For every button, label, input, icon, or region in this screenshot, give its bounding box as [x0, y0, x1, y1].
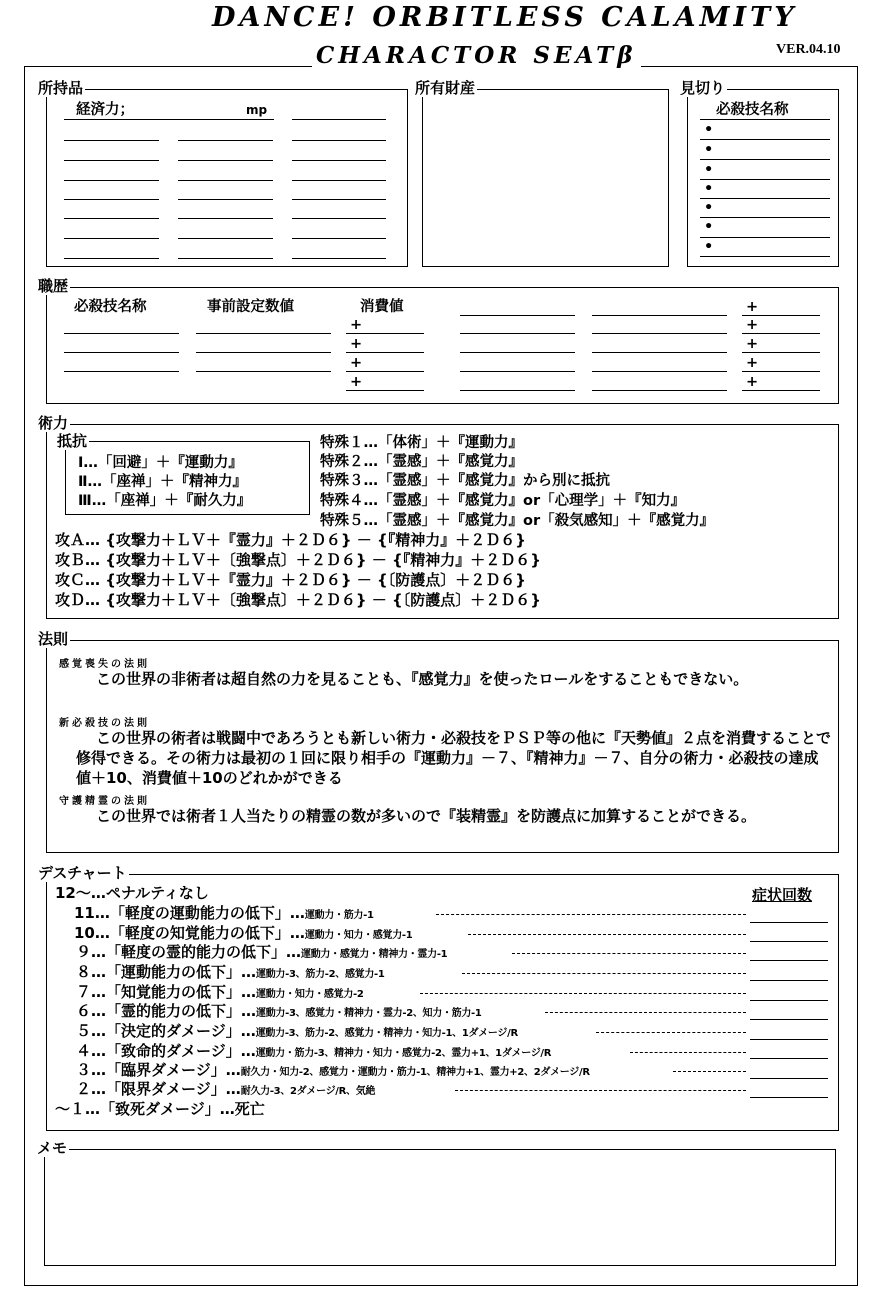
row-name: 「致死ダメージ」…	[100, 1100, 235, 1118]
row-name: 「軽度の運動能力の低下」…	[109, 904, 305, 922]
special-line: 特殊５…「霊感」＋『感覚力』or「殺気感知」＋『感覚力』	[320, 513, 715, 529]
item-line[interactable]	[64, 140, 159, 141]
row-number: ８…	[76, 963, 107, 981]
rule-title: 感覚喪失の法則	[59, 659, 150, 670]
career-line[interactable]	[64, 371, 179, 372]
row-name: 「決定的ダメージ」…	[106, 1022, 256, 1040]
attack-formula: 攻Ａ… {攻撃力＋ＬＶ＋『霊力』＋２Ｄ６} － {『精神力』＋２Ｄ６}	[55, 531, 526, 549]
leader-dashes	[468, 934, 746, 935]
rule-text: この世界の非術者は超自然の力を見ることも、『感覚力』を使ったロールをすることもできない。	[96, 670, 749, 688]
bullet: •	[704, 162, 714, 178]
jutsuryoku-label: 術力	[38, 414, 69, 432]
item-line[interactable]	[178, 180, 273, 181]
career-line[interactable]	[592, 333, 727, 334]
item-line[interactable]	[178, 199, 273, 200]
special-line: 特殊１…「体術」＋『運動力』	[320, 435, 523, 451]
death-chart-row	[76, 1022, 518, 1041]
career-col-preset: 事前設定数値	[207, 299, 294, 315]
plus-sign: +	[350, 317, 363, 333]
mikiri-header: 必殺技名称	[716, 102, 789, 118]
plus-sign: +	[350, 355, 363, 371]
row-effect: 運動力-3、筋力-2、感覚力-1	[256, 969, 385, 980]
rule-text: この世界では術者１人当たりの精霊の数が多いので『装精霊』を防護点に加算することができる。	[96, 807, 757, 825]
career-line[interactable]	[592, 352, 727, 353]
item-line[interactable]	[292, 160, 386, 161]
leader-dashes	[436, 914, 746, 915]
attack-formula: 攻Ｃ… {攻撃力＋ＬＶ＋『霊力』＋２Ｄ６} － {〔防護点〕＋２Ｄ６}	[55, 571, 526, 589]
symptom-count-line[interactable]	[750, 1019, 828, 1020]
memo-box[interactable]	[44, 1149, 836, 1266]
bullet: •	[704, 239, 714, 255]
career-line[interactable]	[592, 371, 727, 372]
row-name: 「軽度の知覚能力の低下」…	[109, 924, 305, 942]
rule-text: この世界の術者は戦闘中であろうとも新しい術力・必殺技をＰＳＰ等の他に『天勢値』２点を消費することで修得できる。その術力は最初の１回に限り相手の『運動力』－７、『精神力』－７、自分の術力・必殺技の達成値＋10、消費値＋10のどれかができる	[76, 729, 832, 787]
career-line[interactable]	[64, 352, 179, 353]
resist-line: Ⅰ…「回避」＋『運動力』	[78, 455, 243, 471]
row-effect: 運動力・知力・感覚力-2	[256, 989, 364, 1000]
plus-sign: +	[746, 317, 759, 333]
property-box[interactable]	[422, 89, 669, 267]
leader-dashes	[673, 1071, 746, 1072]
item-line[interactable]	[292, 258, 386, 259]
death-chart-row	[76, 983, 364, 1002]
death-chart-row	[76, 963, 385, 982]
row-effect: 運動力・知力・感覚力-1	[304, 930, 413, 941]
career-line[interactable]	[460, 352, 575, 353]
item-line[interactable]	[64, 258, 159, 259]
leader-dashes	[462, 973, 746, 974]
item-line[interactable]	[64, 180, 159, 181]
row-number: ～１…	[55, 1100, 101, 1118]
leader-dashes	[630, 1052, 746, 1053]
attack-formula: 攻Ｂ… {攻撃力＋ＬＶ＋〔強撃点〕＋２Ｄ６} － {『精神力』＋２Ｄ６}	[55, 551, 541, 569]
mp-label: mp	[246, 103, 268, 117]
symptom-count-line[interactable]	[750, 922, 828, 923]
career-line[interactable]	[346, 352, 424, 353]
mikiri-line[interactable]	[700, 256, 830, 257]
row-effect: 運動力-3、筋力-2、感覚力・精神力・知力-1、1ダメージ/R	[255, 1028, 518, 1039]
row-effect: 運動力・筋力-3、精神力・知力・感覚力-2、霊力+1、1ダメージ/R	[255, 1048, 552, 1059]
row-number: ３…	[76, 1061, 107, 1079]
career-box	[46, 287, 839, 404]
career-line[interactable]	[592, 390, 727, 391]
leader-dashes	[420, 993, 746, 994]
item-line[interactable]	[292, 218, 386, 219]
property-label: 所有財産	[415, 79, 476, 97]
special-line: 特殊３…「霊感」＋『感覚力』から別に抵抗	[320, 473, 610, 489]
item-line[interactable]	[178, 258, 273, 259]
symptom-count-line[interactable]	[750, 1039, 828, 1040]
plus-sign: +	[746, 299, 759, 315]
career-col-cost: 消費値	[360, 299, 404, 315]
death-chart-label: デスチャート	[38, 864, 127, 882]
career-line[interactable]	[460, 371, 575, 372]
mikiri-line[interactable]	[700, 198, 830, 199]
item-line[interactable]	[178, 160, 273, 161]
death-chart-row	[76, 943, 447, 962]
plus-sign: +	[746, 336, 759, 352]
item-line[interactable]	[292, 180, 386, 181]
row-effect: 死亡	[234, 1100, 265, 1118]
career-line[interactable]	[460, 333, 575, 334]
career-line[interactable]	[196, 333, 331, 334]
symptom-count-line[interactable]	[750, 1078, 828, 1079]
money-label: 経済力；	[76, 102, 134, 118]
career-line[interactable]	[742, 352, 820, 353]
item-line[interactable]	[292, 199, 386, 200]
mikiri-line[interactable]	[700, 217, 830, 218]
death-chart-row	[76, 1080, 375, 1099]
row-name: 「臨界ダメージ」…	[106, 1061, 241, 1079]
row-number: ４…	[76, 1042, 107, 1060]
attack-formula: 攻Ｄ… {攻撃力＋ＬＶ＋〔強撃点〕＋２Ｄ６} － {〔防護点〕＋２Ｄ６}	[55, 591, 541, 609]
item-line[interactable]	[178, 218, 273, 219]
mp-line[interactable]	[292, 119, 386, 120]
row-number: 12～…	[55, 884, 106, 902]
death-chart-row	[55, 884, 209, 903]
row-effect: 運動力・筋力-1	[304, 910, 374, 921]
sheet-title: DANCE! ORBITLESS CALAMITY	[212, 2, 798, 33]
item-line[interactable]	[64, 199, 159, 200]
career-line[interactable]	[196, 352, 331, 353]
symptom-count-line[interactable]	[750, 941, 828, 942]
mikiri-line[interactable]	[700, 139, 830, 140]
row-name: 「霊的能力の低下」…	[106, 1002, 257, 1020]
row-name: 「軽度の霊的能力の低下」…	[106, 943, 302, 961]
career-line[interactable]	[196, 371, 331, 372]
special-line: 特殊４…「霊感」＋『感覚力』or「心理学」＋『知力』	[320, 493, 686, 509]
resist-line: Ⅲ…「座禅」＋『耐久力』	[78, 493, 252, 509]
death-chart-row	[76, 1042, 551, 1061]
death-chart-row	[55, 1100, 265, 1119]
symptom-count-line[interactable]	[750, 1000, 828, 1001]
memo-label: メモ	[37, 1139, 68, 1157]
mikiri-header-line	[700, 119, 830, 120]
symptom-count-header: 症状回数	[752, 886, 813, 904]
rule-title: 新必殺技の法則	[59, 718, 150, 729]
row-name: 「知覚能力の低下」…	[106, 983, 257, 1001]
row-name: 「運動能力の低下」…	[106, 963, 257, 981]
bullet: •	[704, 219, 714, 235]
bullet: •	[704, 200, 714, 216]
bullet: •	[704, 122, 714, 138]
death-chart-row	[74, 904, 374, 923]
mikiri-line[interactable]	[700, 237, 830, 238]
mikiri-line[interactable]	[700, 159, 830, 160]
row-name: 「限界ダメージ」…	[106, 1080, 241, 1098]
career-line[interactable]	[346, 390, 424, 391]
item-line[interactable]	[292, 140, 386, 141]
symptom-count-line[interactable]	[750, 1097, 828, 1098]
leader-dashes	[512, 953, 746, 954]
symptom-count-line[interactable]	[750, 960, 828, 961]
row-number: ２…	[76, 1080, 107, 1098]
career-line[interactable]	[346, 333, 424, 334]
leader-dashes	[545, 1012, 746, 1013]
rule-title: 守護精霊の法則	[59, 796, 150, 807]
mikiri-line[interactable]	[700, 179, 830, 180]
special-line: 特殊２…「霊感」＋『感覚力』	[320, 454, 523, 470]
plus-sign: +	[746, 355, 759, 371]
item-line[interactable]	[64, 218, 159, 219]
career-line[interactable]	[592, 315, 727, 316]
career-line[interactable]	[742, 390, 820, 391]
version-label: VER.04.10	[776, 42, 841, 57]
row-effect: 耐久力・知力-2、感覚力・運動力・筋力-1、精神力+1、霊力+2、2ダメージ/R	[240, 1067, 590, 1078]
death-chart-row	[74, 924, 412, 943]
death-chart-row	[76, 1002, 482, 1021]
bullet: •	[704, 181, 714, 197]
row-number: ６…	[76, 1002, 107, 1020]
rules-label: 法則	[38, 630, 69, 648]
symptom-count-line[interactable]	[750, 980, 828, 981]
money-line[interactable]	[64, 119, 274, 120]
row-effect: 運動力・感覚力・精神力・霊力-1	[301, 949, 448, 960]
row-number: ５…	[76, 1022, 107, 1040]
mikiri-label: 見切り	[680, 79, 726, 97]
plus-sign: +	[350, 336, 363, 352]
row-number: ９…	[76, 943, 107, 961]
death-chart-row	[76, 1061, 590, 1080]
career-line[interactable]	[346, 371, 424, 372]
row-number: 10…	[74, 924, 110, 942]
possessions-label: 所持品	[38, 79, 84, 97]
bullet: •	[704, 142, 714, 158]
career-line[interactable]	[742, 371, 820, 372]
symptom-count-line[interactable]	[750, 1058, 828, 1059]
item-line[interactable]	[178, 238, 273, 239]
row-effect: 耐久力-3、2ダメージ/R、気絶	[240, 1086, 376, 1097]
career-line[interactable]	[460, 315, 575, 316]
item-line[interactable]	[292, 238, 386, 239]
career-line[interactable]	[64, 333, 179, 334]
item-line[interactable]	[178, 140, 273, 141]
row-number: 11…	[74, 904, 110, 922]
row-effect: 運動力-3、感覚力・精神力・霊力-2、知力・筋力-1	[256, 1008, 482, 1019]
career-col-technique: 必殺技名称	[74, 299, 147, 315]
plus-sign: +	[746, 374, 759, 390]
resist-label: 抵抗	[57, 432, 88, 450]
resist-line: Ⅱ…「座禅」＋『精神力』	[78, 474, 248, 490]
leader-dashes	[596, 1032, 746, 1033]
career-line[interactable]	[742, 333, 820, 334]
row-name: 「致命的ダメージ」…	[106, 1042, 256, 1060]
leader-dashes	[455, 1090, 746, 1091]
career-line[interactable]	[460, 390, 575, 391]
item-line[interactable]	[64, 238, 159, 239]
row-name: ペナルティなし	[105, 884, 209, 902]
plus-sign: +	[350, 374, 363, 390]
item-line[interactable]	[64, 160, 159, 161]
career-label: 職歴	[38, 277, 69, 295]
sheet-subtitle: CHARACTOR SEATβ	[312, 42, 641, 69]
row-number: ７…	[76, 983, 107, 1001]
